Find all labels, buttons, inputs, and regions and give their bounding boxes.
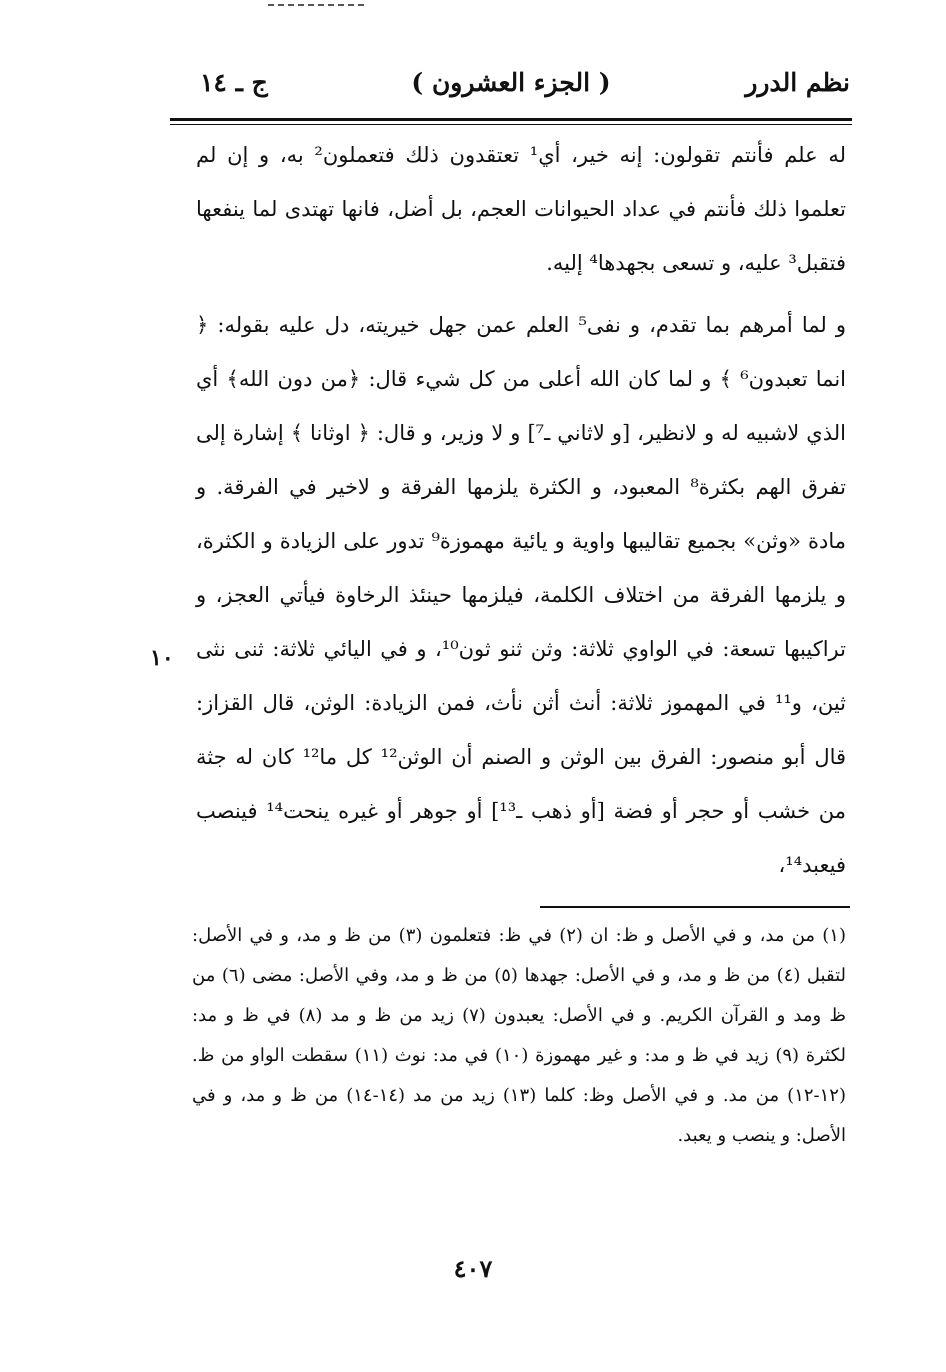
header-rule-thick	[170, 118, 852, 121]
page-number: ٤٠٧	[453, 1254, 493, 1283]
paragraph: و لما أمرهم بما تقدم، و نفى⁵ العلم عمن جهل خيريته، دل عليه بقوله: ﴿ انما تعبدون⁶ ﴾ و لما كان الله أعلى من كل شيء قال: ﴿من دون الله﴾ أي الذي لاشبيه له و لانظير، [و لاثاني ـ⁷] و لا وزير، و قال: ﴿ اوثانا ﴾ إشارة إلى تفرق الهم بكثرة⁸ المعبود، و الكثرة يلزمها الفرقة و لاخير في الفرقة. و مادة «وثن» بجميع تقاليبها واوية و يائية مهموزة⁹ تدور على الزيادة و الكثرة، و يلزمها الفرقة من اختلاف الكلمة، فيلزمها حينئذ الرخاوة فيأتي العجز، و تراكيبها تسعة: في الواوي ثلاثة: وثن ثنو ثون¹⁰، و في اليائي ثلاثة: ثنى نثى ثين، و¹¹ في المهموز ثلاثة: أنث أثن نأث، فمن الزيادة: الوثن، قال القزاز: قال أبو منصور: الفرق بين الوثن و الصنم أن الوثن¹² كل ما¹² كان له جثة من خشب أو حجر أو فضة [أو ذهب ـ¹³] أو جوهر أو غيره ينحت¹⁴ فينصب فيعبد¹⁴،	[196, 313, 847, 877]
top-dashed-mark	[268, 4, 364, 6]
paragraph: له علم فأنتم تقولون: إنه خير، أي¹ تعتقدون ذلك فتعملون² به، و إن لم تعلموا ذلك فأنتم في عداد الحيوانات العجم، بل أضل، فانها تهتدى لما ينفعها فتقبل³ عليه، و تسعى بجهدها⁴ إليه.	[196, 143, 846, 275]
footnote-separator	[540, 906, 850, 908]
margin-line-number: ١٠	[150, 645, 174, 671]
volume-number: ج ـ ١٤	[200, 68, 268, 97]
book-title: نظم الدرر	[745, 68, 850, 97]
footnote-block: (١) من مد، و في الأصل و ظ: ان (٢) في ظ: فتعلمون (٣) من ظ و مد، و في الأصل: لتقبل (٤) من ظ و مد، و في الأصل: جهدها (٥) من ظ و مد، وفي الأصل: مضى (٦) من ظ ومد و القرآن الكريم. و في الأصل: يعبدون (٧) زيد من ظ و مد (٨) في ظ و مد: لكثرة (٩) زيد في ظ و مد: و غير مهموزة (١٠) في مد: نوث (١١) سقطت الواو من ظ. (١٢-١٢) من مد. و في الأصل وظ: كلما (١٣) زيد من مد (١٤-١٤) من ظ و مد، و في الأصل: و ينصب و يعبد.	[192, 925, 847, 1146]
part-title: ( الجزء العشرون )	[411, 68, 611, 97]
footnotes	[192, 916, 846, 1156]
running-header	[172, 62, 850, 106]
main-text	[196, 128, 846, 892]
header-rule-thin	[170, 124, 852, 125]
